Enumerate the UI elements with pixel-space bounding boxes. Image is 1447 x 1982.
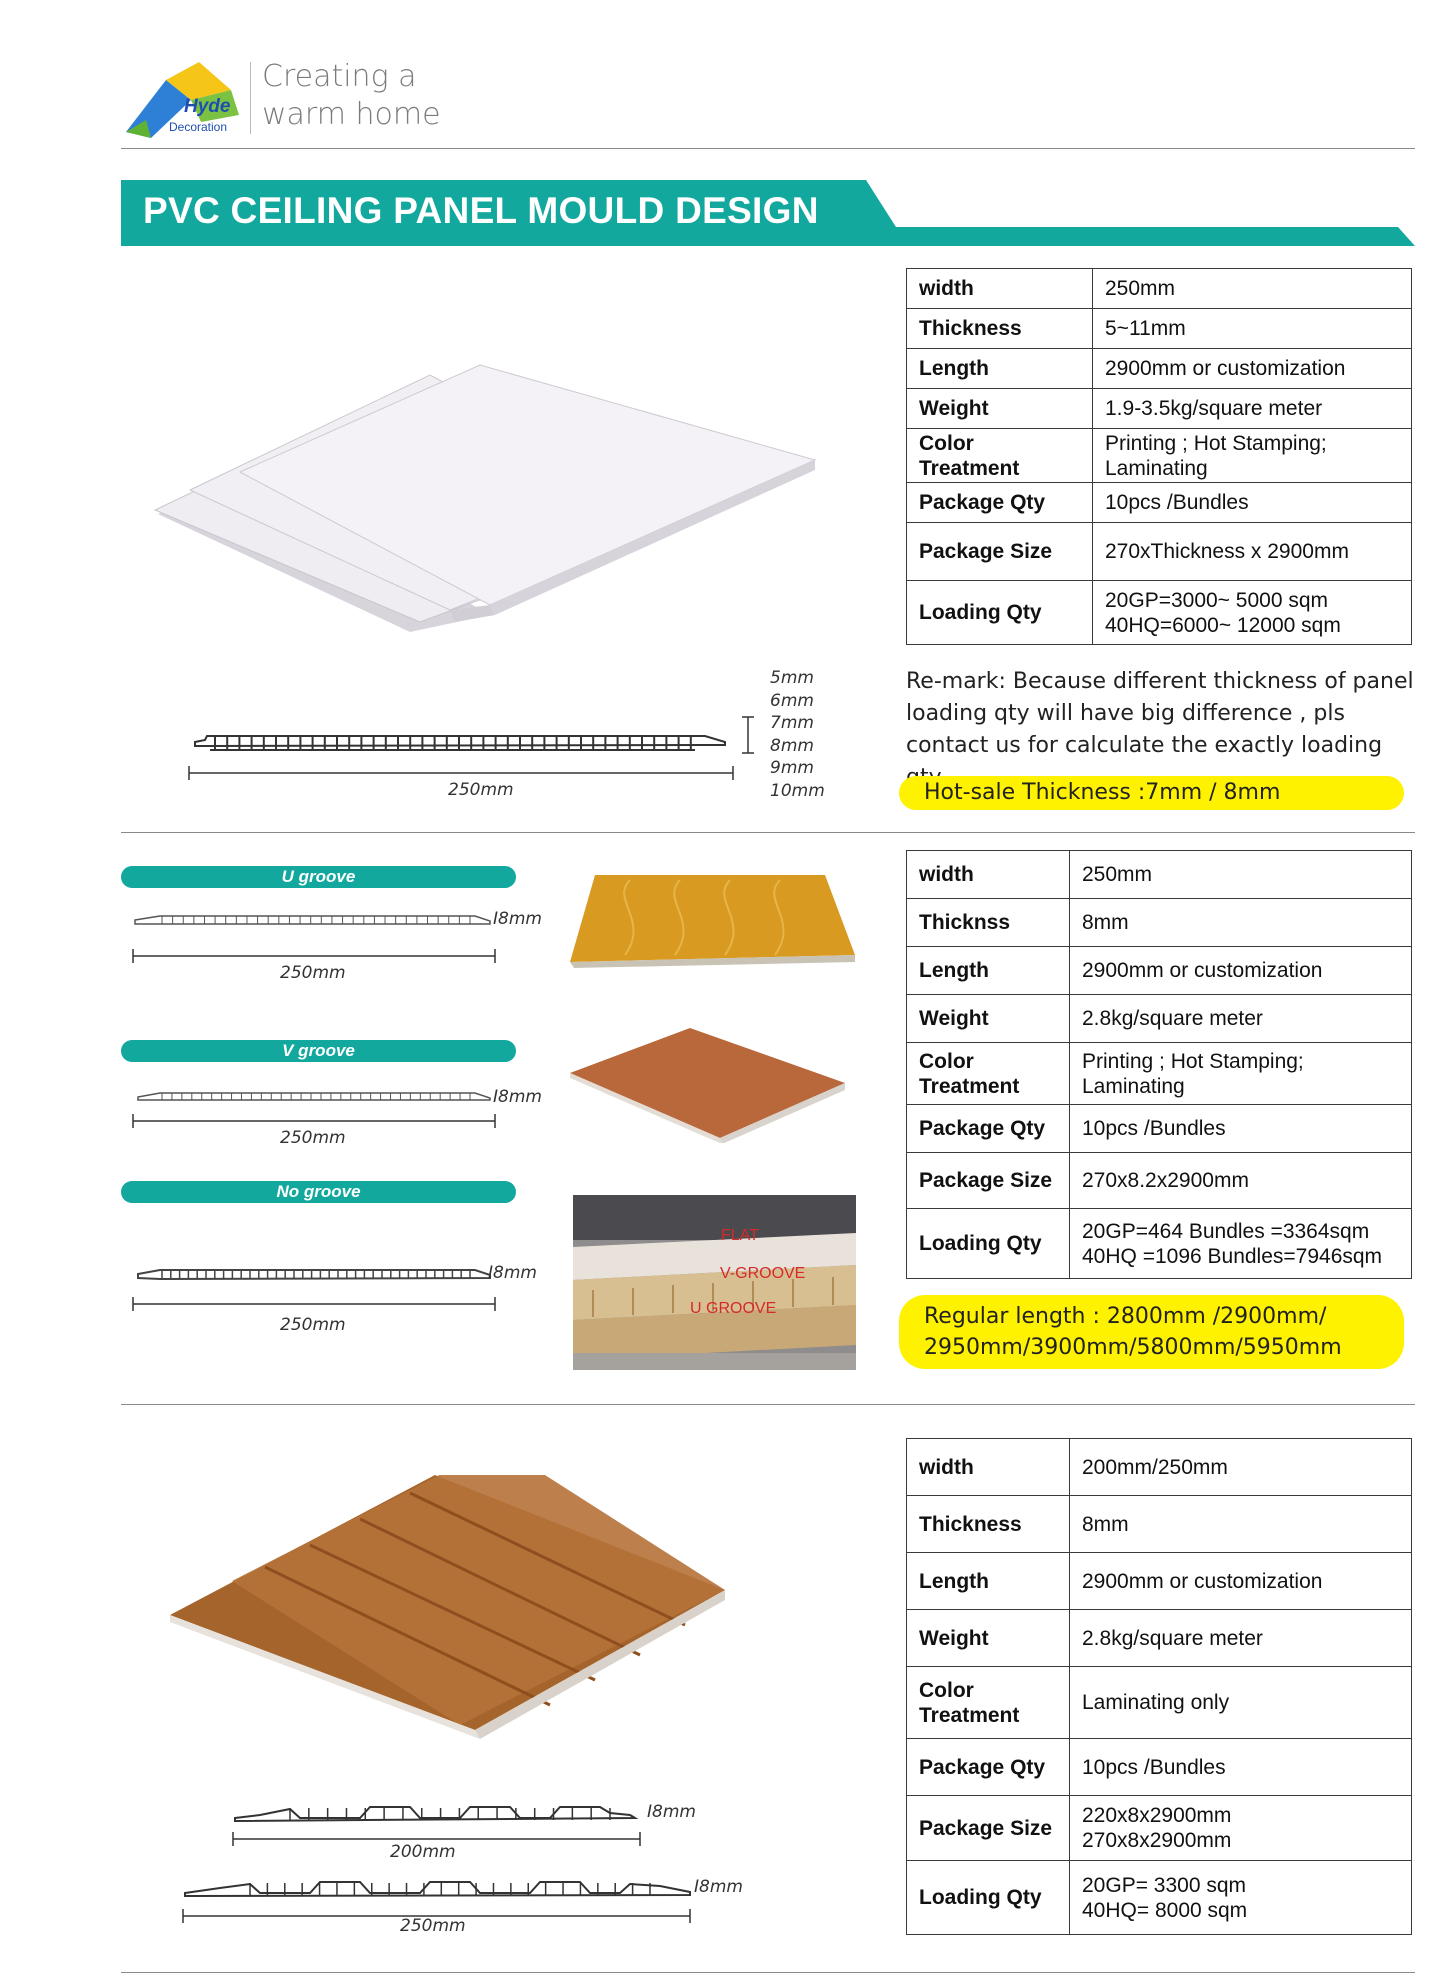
v-groove-profile [130,1085,510,1133]
no-groove-width: 250mm [280,1315,346,1335]
spec-value: 200mm/250mm [1070,1439,1412,1496]
wave-250-thickness: I8mm [694,1877,743,1897]
section-divider-1 [121,832,1415,833]
spec-key: width [907,1439,1070,1496]
spec-value: 270x8.2x2900mm [1070,1153,1412,1209]
thickness-option: 8mm [770,735,814,756]
spec-key: Package Size [907,1153,1070,1209]
spec-key: Thickness [907,309,1093,349]
thickness-options [770,667,825,802]
spec-row [907,1610,1412,1667]
spec-row [907,389,1412,429]
gold-panel-photo [570,870,855,970]
v-groove-thickness-value: 8mm [498,1087,542,1107]
spec-value: 10pcs /Bundles [1070,1105,1412,1153]
spec-value: 20GP=464 Bundles =3364sqm 40HQ =1096 Bundles=7946sqm [1070,1209,1412,1279]
photo-label-flat: FLAT [721,1227,759,1244]
section-divider-2 [121,1404,1415,1405]
spec-key: Length [907,349,1093,389]
spec-value: Printing ; Hot Stamping; Laminating [1093,429,1412,483]
spec-key: Package Qty [907,1739,1070,1796]
profile-width-label: 250mm [448,780,514,800]
spec-row [907,309,1412,349]
spec-value: 5~11mm [1093,309,1412,349]
spec-value: 250mm [1093,269,1412,309]
spec-table-2 [906,850,1412,1279]
spec-key: Length [907,947,1070,995]
remark-text: Re-mark: Because different thickness of panel loading qty will have big difference , pls contact us for calculate the exactly loading [906,669,1414,758]
spec-key: Thickness [907,1496,1070,1553]
spec-row [907,581,1412,645]
logo-sub: Decoration [169,120,228,134]
spec-row [907,899,1412,947]
spec-value: 220x8x2900mm 270x8x2900mm [1070,1796,1412,1861]
v-groove-thickness: I8mm [493,1087,542,1107]
spec-value: 250mm [1070,851,1412,899]
groove-label-u: U groove [121,866,516,888]
no-groove-thickness-value: 8mm [493,1263,537,1283]
regular-length-highlight [899,1295,1404,1369]
spec-key: Package Qty [907,1105,1070,1153]
logo [121,60,241,138]
spec-row [907,429,1412,483]
spec-row [907,851,1412,899]
tagline [262,58,441,134]
spec-key: Color Treatment [907,1667,1070,1739]
thickness-option: 9mm [770,758,814,778]
no-groove-thickness: I8mm [488,1263,537,1283]
spec-row [907,1796,1412,1861]
spec-row [907,269,1412,309]
thickness-option: 7mm [770,713,814,733]
spec-value: 8mm [1070,1496,1412,1553]
spec-value: 2.8kg/square meter [1070,1610,1412,1667]
spec-key: Package Qty [907,483,1093,523]
spec-value: 2900mm or customization [1070,1553,1412,1610]
u-groove-thickness-value: 8mm [498,909,542,929]
hot-sale-highlight [899,776,1404,810]
spec-value: 20GP= 3300 sqm 40HQ= 8000 sqm [1070,1861,1412,1935]
spec-key: width [907,851,1070,899]
spec-value: Printing ; Hot Stamping; Laminating [1070,1043,1412,1105]
spec-key: Weight [907,995,1070,1043]
u-groove-thickness: I8mm [493,909,542,929]
spec-key: Color Treatment [907,1043,1070,1105]
wave-200-width: 200mm [390,1842,456,1862]
header-divider [250,62,251,134]
spec-value: 2.8kg/square meter [1070,995,1412,1043]
regular-length-line2: 2950mm/3900mm/5800mm/5950mm [924,1335,1342,1360]
groove-label-v: V groove [121,1040,516,1062]
spec-row [907,1153,1412,1209]
spec-row [907,1861,1412,1935]
spec-row [907,1439,1412,1496]
white-panels-photo [150,360,820,640]
wave-200-thickness-value: 8mm [652,1802,696,1822]
spec-value: 10pcs /Bundles [1070,1739,1412,1796]
wave-250-width: 250mm [400,1916,466,1936]
spec-row [907,523,1412,581]
spec-value: 20GP=3000~ 5000 sqm 40HQ=6000~ 12000 sqm [1093,581,1412,645]
spec-key: Color Treatment [907,429,1093,483]
spec-value: 8mm [1070,899,1412,947]
spec-key: Loading Qty [907,1209,1070,1279]
spec-key: Length [907,1553,1070,1610]
spec-row [907,1209,1412,1279]
v-groove-width: 250mm [280,1128,346,1148]
page-title: PVC CEILING PANEL MOULD DESIGN [143,190,819,231]
thickness-option: 6mm [770,690,814,711]
photo-label-u: U GROOVE [690,1300,777,1317]
section-divider-3 [121,1972,1415,1973]
logo-brand: Hyde [184,96,231,117]
spec-value: 2900mm or customization [1093,349,1412,389]
groove-comparison-photo [573,1195,856,1370]
spec-row [907,1667,1412,1739]
spec-key: Thicknss [907,899,1070,947]
spec-value: 10pcs /Bundles [1093,483,1412,523]
spec-row [907,1739,1412,1796]
spec-row [907,483,1412,523]
spec-key: Loading Qty [907,1861,1070,1935]
spec-row [907,1496,1412,1553]
wood-wave-panel-photo [170,1475,730,1740]
spec-key: Loading Qty [907,581,1093,645]
wood-panel-photo [570,1028,855,1143]
spec-row [907,1043,1412,1105]
thickness-option: 10mm [770,780,825,801]
spec-key: Weight [907,1610,1070,1667]
spec-row [907,1105,1412,1153]
spec-row [907,1553,1412,1610]
spec-key: Package Size [907,1796,1070,1861]
wave-250-thickness-value: 8mm [699,1877,743,1897]
spec-key: Package Size [907,523,1093,581]
tagline-line2: warm home [262,97,441,132]
wave-200-thickness: I8mm [647,1802,696,1822]
spec-value: 270xThickness x 2900mm [1093,523,1412,581]
thickness-option: 5mm [770,668,814,688]
spec-value: Laminating only [1070,1667,1412,1739]
header-rule [121,148,1415,149]
no-groove-profile [130,1262,510,1317]
spec-row [907,349,1412,389]
spec-table-1 [906,268,1412,645]
spec-row [907,995,1412,1043]
groove-label-none: No groove [121,1181,516,1203]
spec-key: Weight [907,389,1093,429]
u-groove-width: 250mm [280,963,346,983]
spec-row [907,947,1412,995]
photo-label-v: V-GROOVE [720,1265,806,1282]
hot-sale-text: Hot-sale Thickness :7mm / 8mm [924,780,1281,805]
thickness-bracket [738,715,758,755]
spec-table-3 [906,1438,1412,1935]
spec-value: 2900mm or customization [1070,947,1412,995]
spec-value: 1.9-3.5kg/square meter [1093,389,1412,429]
spec-key: width [907,269,1093,309]
regular-length-line1: Regular length : 2800mm /2900mm/ [924,1304,1327,1329]
tagline-line1: Creating a [262,59,417,94]
u-groove-profile [130,908,510,968]
